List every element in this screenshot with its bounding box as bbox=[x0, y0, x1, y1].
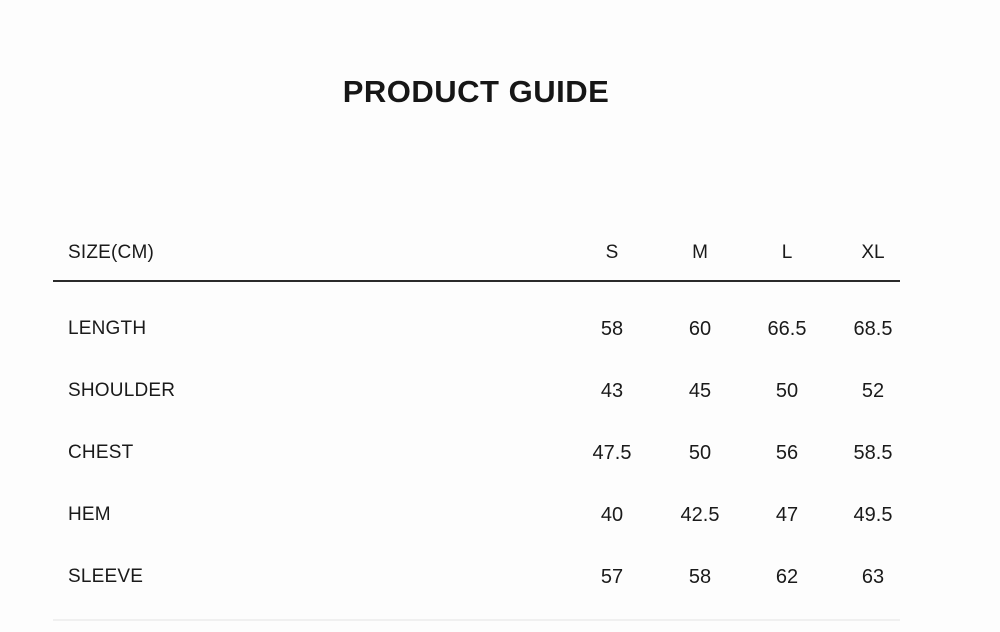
cell-value: 47 bbox=[775, 503, 799, 526]
cell-value: 43 bbox=[600, 379, 624, 402]
cell-value: 62 bbox=[775, 565, 799, 588]
cell-value: 52 bbox=[861, 379, 885, 402]
cell-value: 40 bbox=[600, 503, 624, 526]
row-chest bbox=[53, 422, 916, 484]
cell-value: 60 bbox=[688, 317, 712, 340]
size-table bbox=[53, 226, 916, 608]
cell-value: 42.5 bbox=[680, 503, 720, 526]
header-size-cm: SIZE(CM) bbox=[68, 242, 155, 263]
header-row bbox=[53, 226, 916, 280]
cell-value: 49.5 bbox=[853, 503, 893, 526]
cell-value: 45 bbox=[688, 379, 712, 402]
row-label: SLEEVE bbox=[68, 566, 144, 587]
header-size-l: L bbox=[781, 242, 793, 263]
cell-value: 50 bbox=[775, 379, 799, 402]
cell-value: 66.5 bbox=[767, 317, 807, 340]
page-title: PRODUCT GUIDE bbox=[342, 74, 610, 109]
cell-value: 50 bbox=[688, 441, 712, 464]
row-sleeve bbox=[53, 546, 916, 608]
bottom-divider bbox=[53, 619, 900, 621]
cell-value: 58.5 bbox=[853, 441, 893, 464]
row-label: CHEST bbox=[68, 442, 134, 463]
cell-value: 68.5 bbox=[853, 317, 893, 340]
cell-value: 56 bbox=[775, 441, 799, 464]
row-shoulder bbox=[53, 360, 916, 422]
row-label: LENGTH bbox=[68, 318, 147, 339]
row-label: SHOULDER bbox=[68, 380, 176, 401]
cell-value: 57 bbox=[600, 565, 624, 588]
row-label: HEM bbox=[68, 504, 111, 525]
header-size-xl: XL bbox=[861, 242, 885, 263]
cell-value: 58 bbox=[688, 565, 712, 588]
cell-value: 58 bbox=[600, 317, 624, 340]
size-table-body bbox=[53, 282, 916, 608]
row-length bbox=[53, 298, 916, 360]
header-size-s: S bbox=[605, 242, 619, 263]
size-table-header bbox=[53, 226, 916, 280]
row-hem bbox=[53, 484, 916, 546]
cell-value: 47.5 bbox=[592, 441, 632, 464]
header-size-m: M bbox=[692, 242, 708, 263]
cell-value: 63 bbox=[861, 565, 885, 588]
